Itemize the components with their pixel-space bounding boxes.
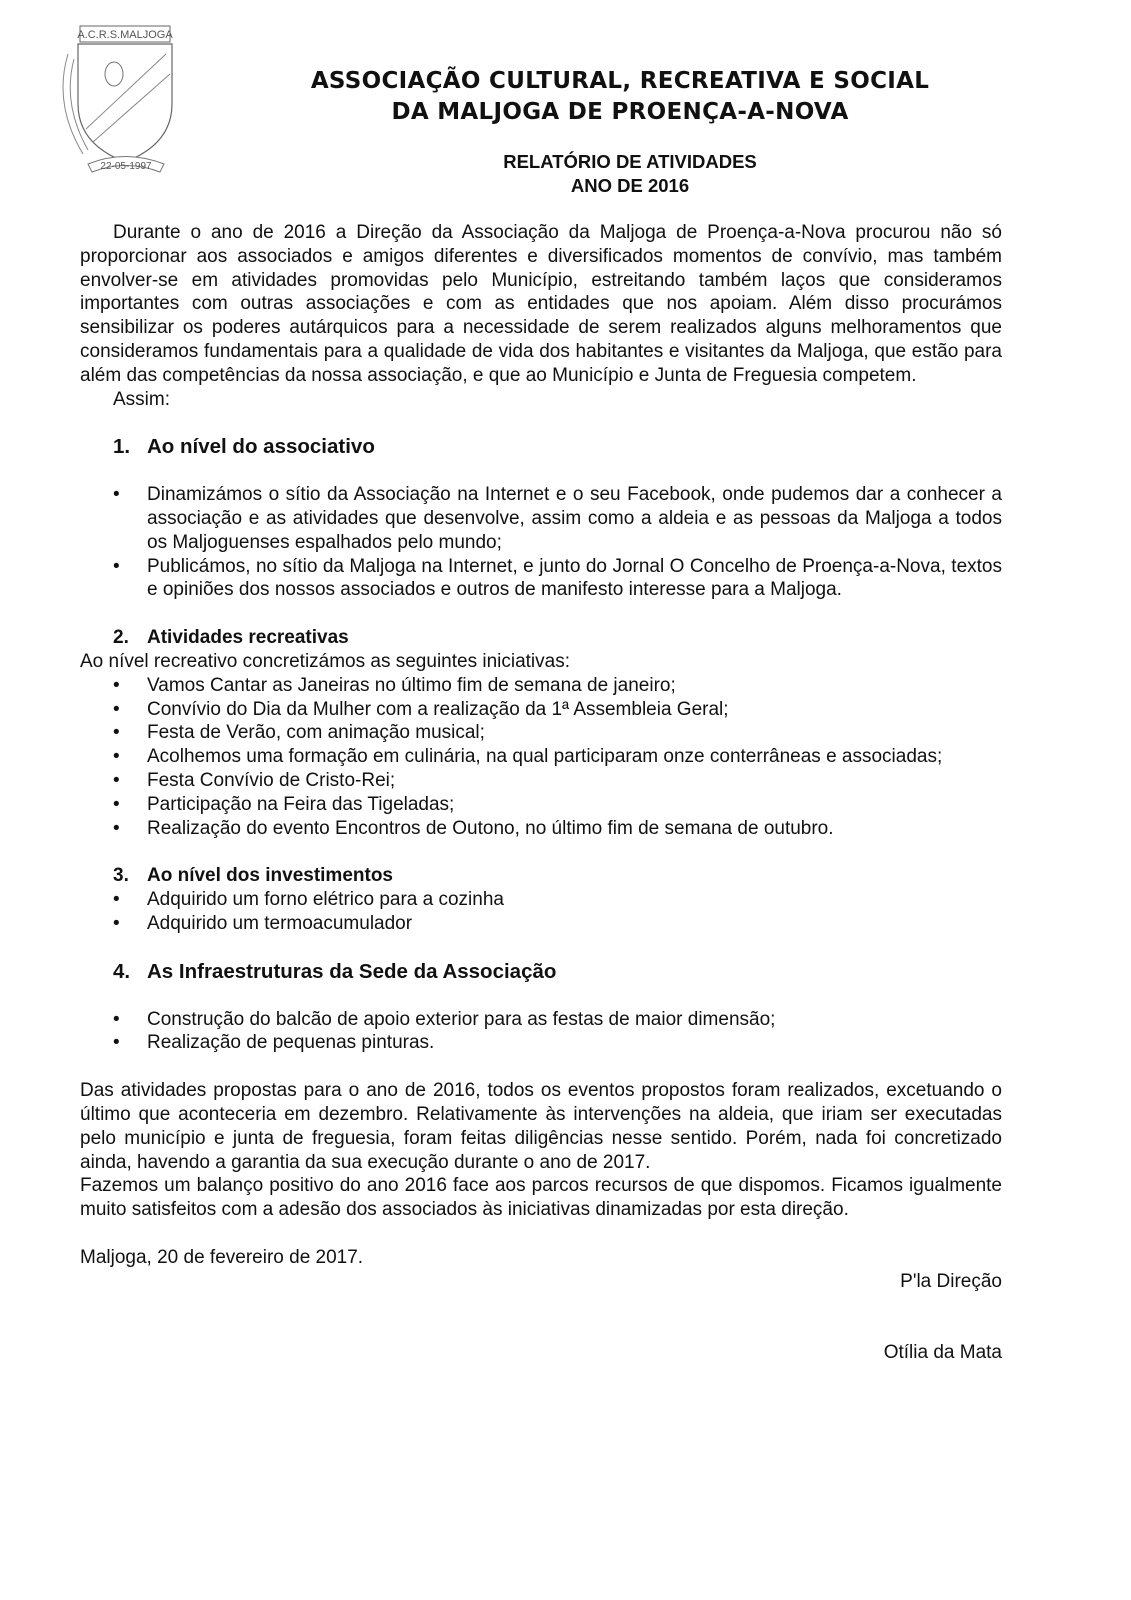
- sections-0-items-1: Publicámos, no sítio da Maljoga na Internet, e junto do Jornal O Concelho de Proença-a-Nova, textos e opiniões dos nossos associados e outros de manifesto interesse para a Maljoga.: [147, 555, 1002, 601]
- report-title: RELATÓRIO DE ATIVIDADES: [503, 151, 757, 172]
- sections-3-title: As Infraestruturas da Sede da Associação: [147, 959, 557, 983]
- list-item: [80, 817, 1002, 841]
- sections-1-items-5: Participação na Feira das Tigeladas;: [147, 793, 455, 815]
- bullet: •: [113, 889, 120, 911]
- list-item: [80, 721, 1002, 745]
- list-item: [80, 555, 1002, 603]
- assim-text: Assim:: [113, 388, 170, 410]
- bullet: •: [113, 793, 120, 815]
- svg-text:A.C.R.S.MALJOGA: A.C.R.S.MALJOGA: [77, 29, 173, 41]
- bullet: •: [113, 698, 120, 720]
- association-name: [250, 66, 990, 128]
- signoff: P'la Direção: [900, 1270, 1002, 1292]
- list-item: [80, 912, 1002, 936]
- sections-3-num: 4.: [113, 959, 131, 983]
- bullet: •: [113, 769, 120, 791]
- header-line2: DA MALJOGA DE PROENÇA-A-NOVA: [391, 99, 849, 125]
- report-body: [80, 221, 1002, 1365]
- intro-paragraph: Durante o ano de 2016 a Direção da Associação da Maljoga de Proença-a-Nova procurou não só proporcionar aos associados e amigos diferentes e diversificados momentos de convívio, mas também envolver-se em atividades promovidas pelo Município, estreitando também laços que consideramos importantes com outras associações e com as entidades que nos apoiam. Além disso procurámos sensibilizar os poderes autárquicos para a necessidade de serem realizados alguns melhoramentos que consideramos fundamentais para a qualidade de vida dos habitantes e visitantes da Maljoga, que estão para além das competências da nossa associação, e que ao Município e Junta de Freguesia competem.: [80, 222, 1002, 386]
- bullet: •: [113, 912, 120, 934]
- list-item: [80, 888, 1002, 912]
- sections-0-items-0: Dinamizámos o sítio da Associação na Internet e o seu Facebook, onde pudemos dar a conhecer a associação e as atividades que desenvolve, assim como a aldeia e as pessoas da Maljoga a todos os Maljoguenses espalhados pelo mundo;: [147, 484, 1002, 553]
- sections-1-items-4: Festa Convívio de Cristo-Rei;: [147, 769, 396, 791]
- bullet: •: [113, 1032, 120, 1054]
- association-crest-logo: [48, 24, 178, 174]
- sections-0-title: Ao nível do associativo: [147, 435, 375, 459]
- report-title: [330, 150, 930, 198]
- list-item: [80, 1031, 1002, 1055]
- section-heading: [80, 626, 1002, 650]
- sections-2-num: 3.: [113, 865, 129, 887]
- report-year: ANO DE 2016: [570, 175, 690, 196]
- conclusion-paragraph: Das atividades propostas para o ano de 2016, todos os eventos propostos foram realizados, excetuando o último que aconteceria em dezembro. Relativamente às intervenções na aldeia, que iriam ser executadas pelo município e junta de freguesia, foram feitas diligências nesse sentido. Porém, nada foi concretizado ainda, havendo a garantia da sua execução durante o ano de 2017.: [80, 1080, 1002, 1173]
- bullet: •: [113, 555, 120, 577]
- sections-1-items-3: Acolhemos uma formação em culinária, na qual participaram onze conterrâneas e associadas;: [147, 746, 943, 768]
- sections-1-items-1: Convívio do Dia da Mulher com a realização da 1ª Assembleia Geral;: [147, 698, 729, 720]
- list-item: [80, 793, 1002, 817]
- section-lead: Ao nível recreativo concretizámos as seguintes iniciativas:: [80, 650, 571, 672]
- sections-1-title: Atividades recreativas: [147, 627, 349, 649]
- signatory: Otília da Mata: [883, 1342, 1002, 1364]
- bullet: •: [113, 484, 120, 506]
- sections-2-items-1: Adquirido um termoacumulador: [147, 912, 413, 934]
- sections-0-num: 1.: [113, 435, 131, 459]
- section-3-list: [80, 888, 1002, 936]
- sections-3-items-1: Realização de pequenas pinturas.: [147, 1032, 435, 1054]
- sections-2-title: Ao nível dos investimentos: [147, 865, 393, 887]
- place-date: Maljoga, 20 de fevereiro de 2017.: [80, 1246, 364, 1268]
- section-1-list: [80, 483, 1002, 602]
- bullet: •: [113, 1008, 120, 1030]
- bullet: •: [113, 746, 120, 768]
- conclusion-paragraph: Fazemos um balanço positivo do ano 2016 face aos parcos recursos de que dispomos. Ficamos igualmente muito satisfeitos com a adesão dos associados às iniciativas dinamizadas por esta direção.: [80, 1175, 1002, 1221]
- section-heading: [80, 960, 1002, 984]
- svg-text:22-05-1997: 22-05-1997: [100, 161, 152, 172]
- bullet: •: [113, 817, 120, 839]
- sections-1-items-0: Vamos Cantar as Janeiras no último fim de semana de janeiro;: [147, 674, 676, 696]
- section-heading: [80, 864, 1002, 888]
- list-item: [80, 769, 1002, 793]
- sections-1-items-6: Realização do evento Encontros de Outono, no último fim de semana de outubro.: [147, 817, 834, 839]
- header-line1: ASSOCIAÇÃO CULTURAL, RECREATIVA E SOCIAL: [310, 68, 930, 94]
- sections-1-items-2: Festa de Verão, com animação musical;: [147, 722, 485, 744]
- section-2-list: [80, 674, 1002, 841]
- sections-1-num: 2.: [113, 627, 129, 649]
- list-item: [80, 483, 1002, 554]
- list-item: [80, 674, 1002, 698]
- list-item: [80, 745, 1002, 769]
- list-item: [80, 1008, 1002, 1032]
- section-heading: [80, 435, 1002, 459]
- list-item: [80, 698, 1002, 722]
- sections-2-items-0: Adquirido um forno elétrico para a cozinha: [147, 889, 504, 911]
- bullet: •: [113, 722, 120, 744]
- sections-3-items-0: Construção do balcão de apoio exterior para as festas de maior dimensão;: [147, 1008, 776, 1030]
- section-4-list: [80, 1008, 1002, 1056]
- bullet: •: [113, 674, 120, 696]
